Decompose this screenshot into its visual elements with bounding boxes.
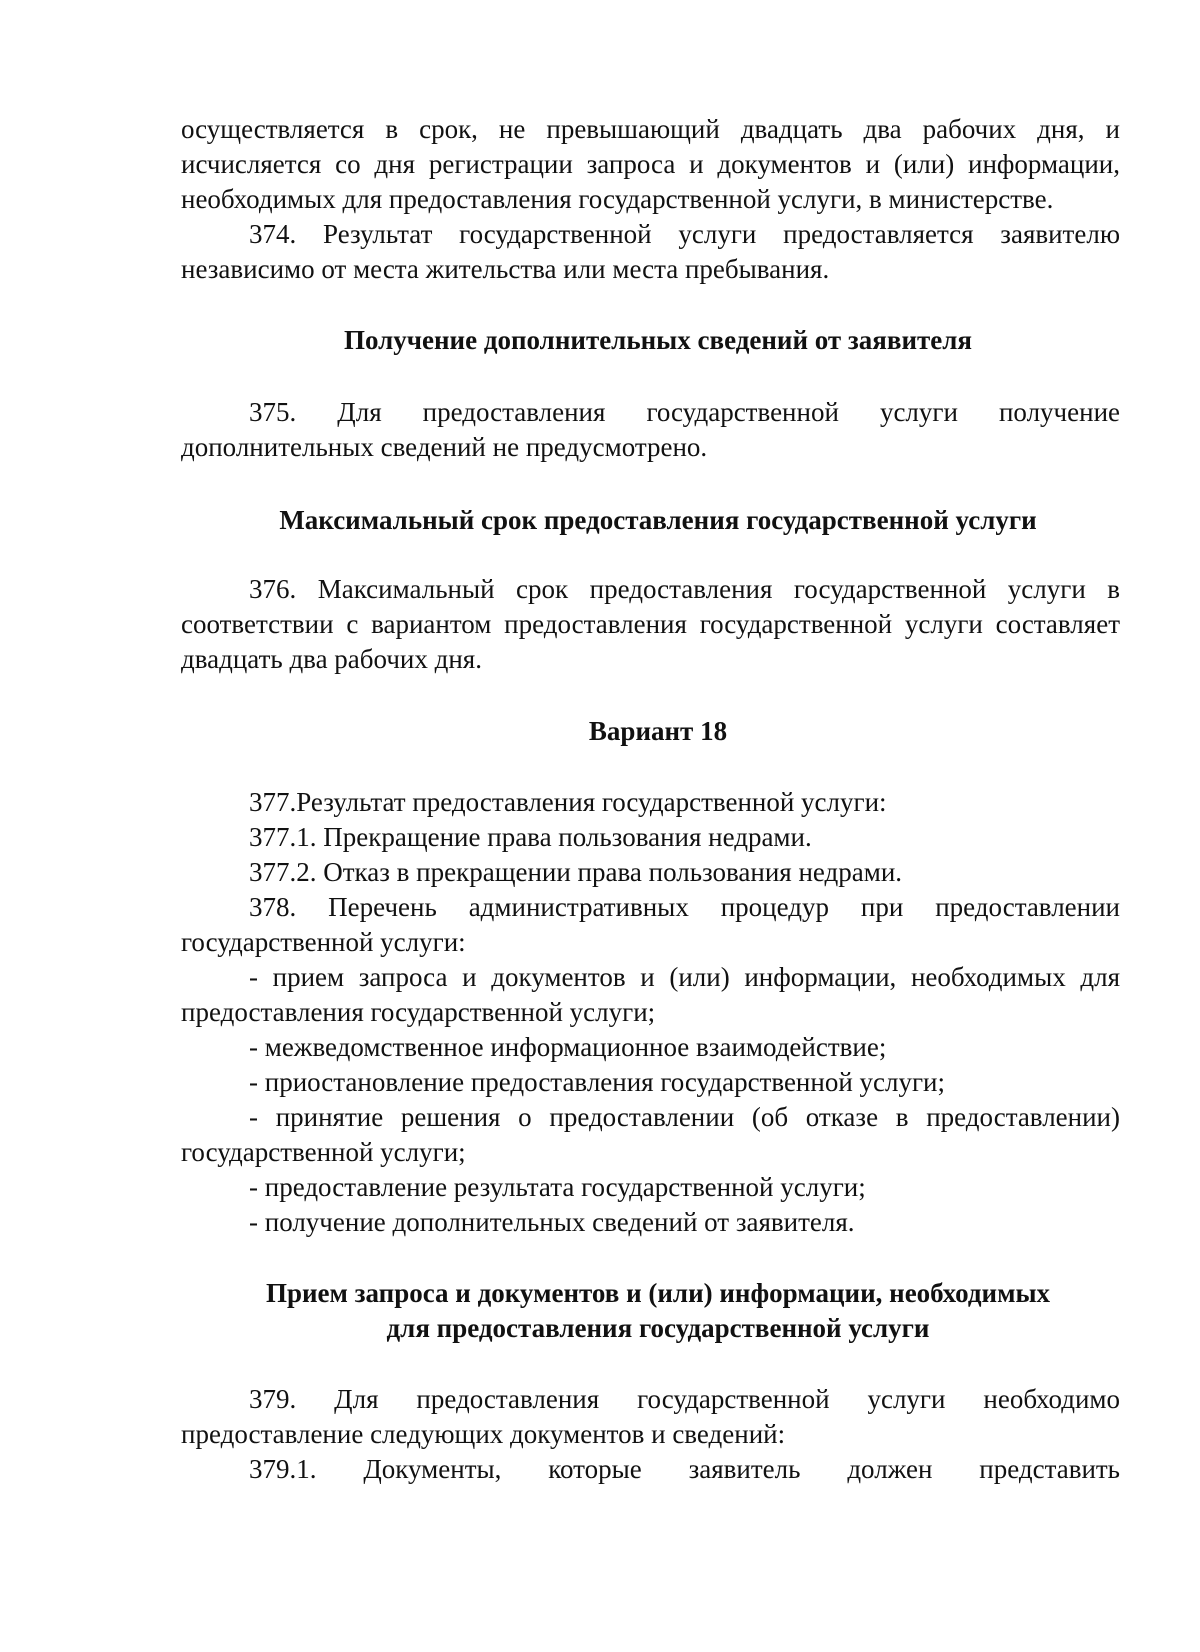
text-line: 377.Результат предоставления государственной услуги: [249, 787, 887, 817]
text-line: государственной услуги: [181, 927, 466, 957]
list-item: - принятие решения о предоставлении (об отказе в предоставлении) [249, 1102, 1120, 1132]
list-item: - предоставление результата государственной услуги; [249, 1172, 866, 1202]
section-heading-request-intake [181, 1276, 1120, 1346]
text-line: необходимых для предоставления государственной услуги, в министерстве. [181, 184, 1054, 214]
list-item: - приостановление предоставления государственной услуги; [249, 1067, 946, 1097]
section-heading-max-term: Максимальный срок предоставления государственной услуги [279, 505, 1037, 535]
text-line: исчисляется со дня регистрации запроса и документов и (или) информации, [181, 149, 1120, 179]
text-line: 375. Для предоставления государственной услуги получение [249, 397, 1120, 427]
text-line: осуществляется в срок, не превышающий двадцать два рабочих дня, и [181, 114, 1120, 144]
text-line: предоставление следующих документов и сведений: [181, 1419, 786, 1449]
section-heading-additional-info: Получение дополнительных сведений от заявителя [343, 325, 973, 355]
text-line: предоставления государственной услуги; [181, 997, 656, 1027]
paragraph-379 [181, 1382, 1120, 1487]
text-line: независимо от места жительства или места пребывания. [181, 254, 830, 284]
text-line: 374. Результат государственной услуги предоставляется заявителю [249, 219, 1120, 249]
text-line: двадцать два рабочих дня. [181, 644, 482, 674]
list-item: - прием запроса и документов и (или) информации, необходимых для [249, 962, 1120, 992]
text-line: 377.1. Прекращение права пользования недрами. [249, 822, 812, 852]
heading-line: Прием запроса и документов и (или) информации, необходимых [265, 1278, 1051, 1308]
heading-line: для предоставления государственной услуги [386, 1313, 930, 1343]
text-line: соответствии с вариантом предоставления государственной услуги составляет [181, 609, 1120, 639]
text-line: дополнительных сведений не предусмотрено. [181, 432, 708, 462]
paragraph-377-378 [181, 785, 1120, 1240]
paragraph-376 [181, 572, 1120, 677]
text-line: 377.2. Отказ в прекращении права пользования недрами. [249, 857, 903, 887]
text-line: 378. Перечень административных процедур при предоставлении [249, 892, 1120, 922]
text-line: 376. Максимальный срок предоставления государственной услуги в [249, 574, 1120, 604]
section-heading-variant-18: Вариант 18 [588, 716, 728, 746]
list-item: - получение дополнительных сведений от заявителя. [249, 1207, 855, 1237]
text-line: 379. Для предоставления государственной услуги необходимо [249, 1384, 1120, 1414]
text-line: 379.1. Документы, которые заявитель должен представить [249, 1454, 1120, 1484]
list-item: - межведомственное информационное взаимодействие; [249, 1032, 887, 1062]
text-line: государственной услуги; [181, 1137, 466, 1167]
paragraph-373-continuation [181, 112, 1120, 217]
paragraph-374 [181, 217, 1120, 287]
paragraph-375 [181, 395, 1120, 465]
